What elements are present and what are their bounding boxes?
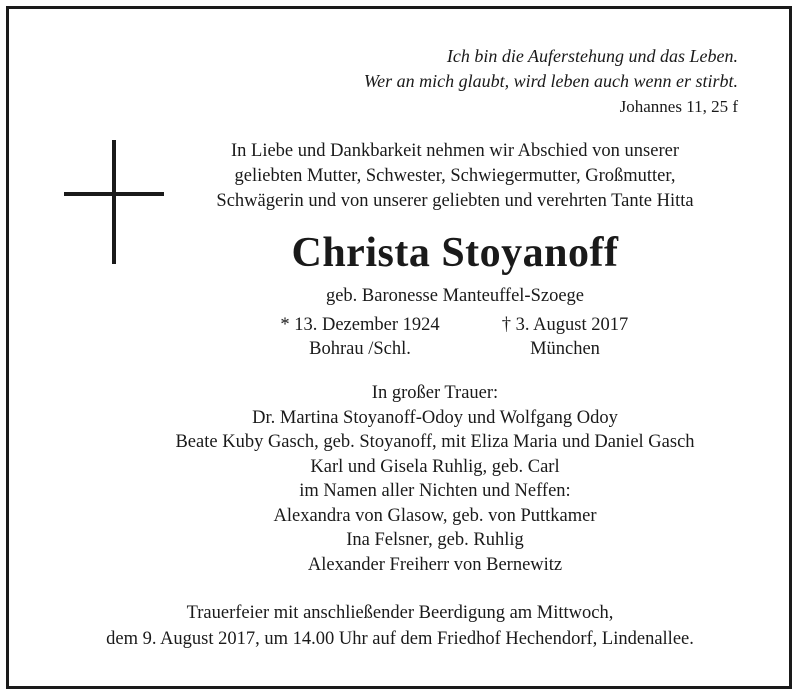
mourner-line: Ina Felsner, geb. Ruhlig xyxy=(346,530,524,550)
mourner-line: Dr. Martina Stoyanoff-Odoy und Wolfgang Odoy xyxy=(252,407,618,428)
service-line: dem 9. August 2017, um 14.00 Uhr auf dem Friedhof Hechendorf, Lindenallee. xyxy=(106,629,694,649)
maiden-name: geb. Baronesse Manteuffel-Szoege xyxy=(325,286,585,306)
quote-line: Ich bin die Auferstehung und das Leben. xyxy=(446,46,738,66)
quote-reference: Johannes 11, 25 f xyxy=(619,97,738,116)
mourner-line: im Namen aller Nichten und Neffen: xyxy=(299,481,571,501)
death-date: † 3. August 2017 xyxy=(501,315,629,335)
bible-quote xyxy=(364,44,738,94)
quote-line: Wer an mich glaubt, wird leben auch wenn er stirbt. xyxy=(363,71,738,91)
death-place: München xyxy=(530,339,600,359)
birth-date: * 13. Dezember 1924 xyxy=(280,315,440,335)
intro-text xyxy=(0,139,800,214)
mourner-line: Alexandra von Glasow, geb. von Puttkamer xyxy=(273,505,597,526)
intro-line: In Liebe und Dankbarkeit nehmen wir Abschied von unserer xyxy=(231,141,679,161)
death-info xyxy=(465,313,665,361)
mourners-list xyxy=(0,381,800,577)
deceased-name: Christa Stoyanoff xyxy=(291,230,619,276)
mourner-line: Alexander Freiherr von Bernewitz xyxy=(307,554,563,575)
birth-info xyxy=(265,313,455,361)
mourner-line: Karl und Gisela Ruhlig, geb. Carl xyxy=(310,456,560,477)
birth-place: Bohrau /Schl. xyxy=(309,339,411,359)
mourner-line: Beate Kuby Gasch, geb. Stoyanoff, mit Eliza Maria und Daniel Gasch xyxy=(175,432,695,452)
service-line: Trauerfeier mit anschließender Beerdigung am Mittwoch, xyxy=(186,603,614,623)
intro-line: Schwägerin und von unserer geliebten und verehrten Tante Hitta xyxy=(216,191,694,211)
intro-line: geliebten Mutter, Schwester, Schwiegermutter, Großmutter, xyxy=(234,166,676,186)
service-info xyxy=(0,600,800,652)
mourners-heading: In großer Trauer: xyxy=(371,383,499,403)
